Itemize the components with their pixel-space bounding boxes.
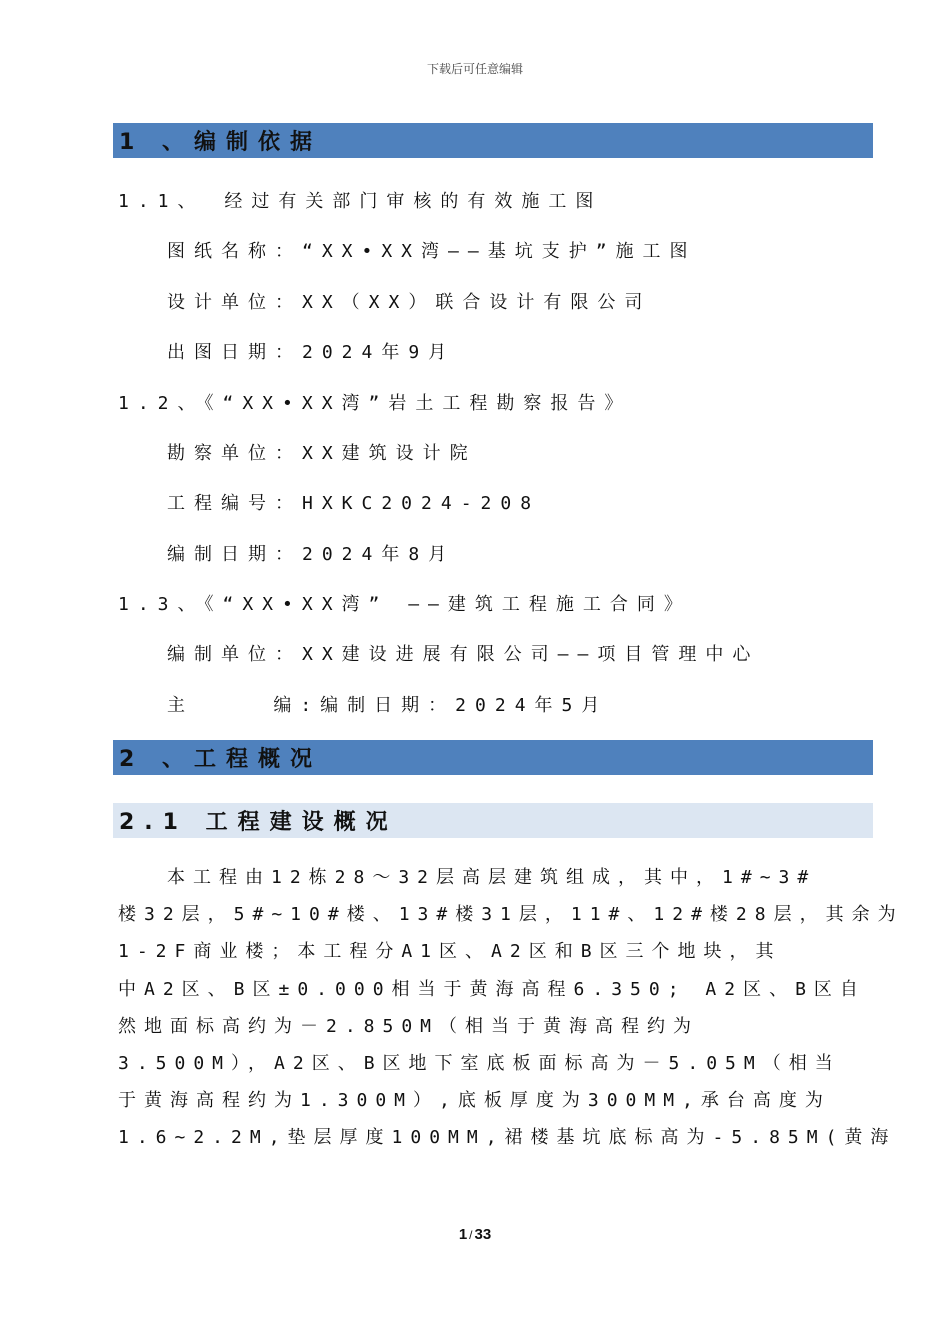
item-1-1-drawing-name: 图纸名称：“XX•XX湾——基坑支护”施工图 xyxy=(167,241,697,262)
paragraph-line: 1-2F商业楼；本工程分A1区、A2区和B区三个地块，其 xyxy=(118,941,782,963)
paragraph-line: 本工程由12栋28～32层高层建筑组成，其中，1#~3# xyxy=(167,867,817,888)
item-1-3-heading: 1.3、《“XX•XX湾” ——建筑工程施工合同》 xyxy=(118,594,691,615)
paragraph-line: 楼32层，5#~10#楼、13#楼31层，11#、12#楼28层，其余为 xyxy=(118,904,904,926)
item-1-2-project-number: 工程编号：HXKC2024-208 xyxy=(167,493,541,514)
page-number xyxy=(0,1226,950,1243)
paragraph-line: 然地面标高约为－2.850M（相当于黄海高程约为 xyxy=(118,1015,700,1037)
section-1-heading: 1 、编制依据 xyxy=(113,123,873,158)
item-1-3-editor-date: 主 编:编制日期：2024年5月 xyxy=(167,695,609,716)
current-page: 1 xyxy=(458,1226,468,1243)
total-pages: 33 xyxy=(474,1226,492,1243)
item-1-3-compile-unit: 编制单位：XX建设进展有限公司——项目管理中心 xyxy=(167,644,760,665)
project-overview-paragraph xyxy=(118,859,904,1157)
paragraph-line: 1.6~2.2M,垫层厚度100MM,裙楼基坑底标高为-5.85M(黄海 xyxy=(118,1127,897,1149)
page-header-note: 下载后可任意编辑 xyxy=(426,62,523,76)
item-1-1-issue-date: 出图日期：2024年9月 xyxy=(167,342,456,363)
item-1-2-compile-date: 编制日期：2024年8月 xyxy=(167,544,456,565)
section-2-heading: 2 、工程概况 xyxy=(113,740,873,775)
page-separator: / xyxy=(469,1228,473,1242)
paragraph-line: 中A2区、B区±0.000相当于黄海高程6.350; A2区、B区自 xyxy=(118,978,866,1000)
item-1-2-heading: 1.2、《“XX•XX湾”岩土工程勘察报告》 xyxy=(118,393,632,414)
item-1-2-survey-unit: 勘察单位：XX建筑设计院 xyxy=(167,443,477,464)
paragraph-line: 于黄海高程约为1.300M）,底板厚度为300MM,承台高度为 xyxy=(118,1090,831,1112)
item-1-1-design-unit: 设计单位：XX（XX）联合设计有限公司 xyxy=(167,292,652,313)
paragraph-line: 3.500M），A2区、B区地下室底板面标高为－5.05M（相当 xyxy=(118,1052,841,1074)
item-1-1-heading: 1.1、 经过有关部门审核的有效施工图 xyxy=(118,191,603,212)
section-2-1-heading: 2.1 工程建设概况 xyxy=(113,803,873,838)
